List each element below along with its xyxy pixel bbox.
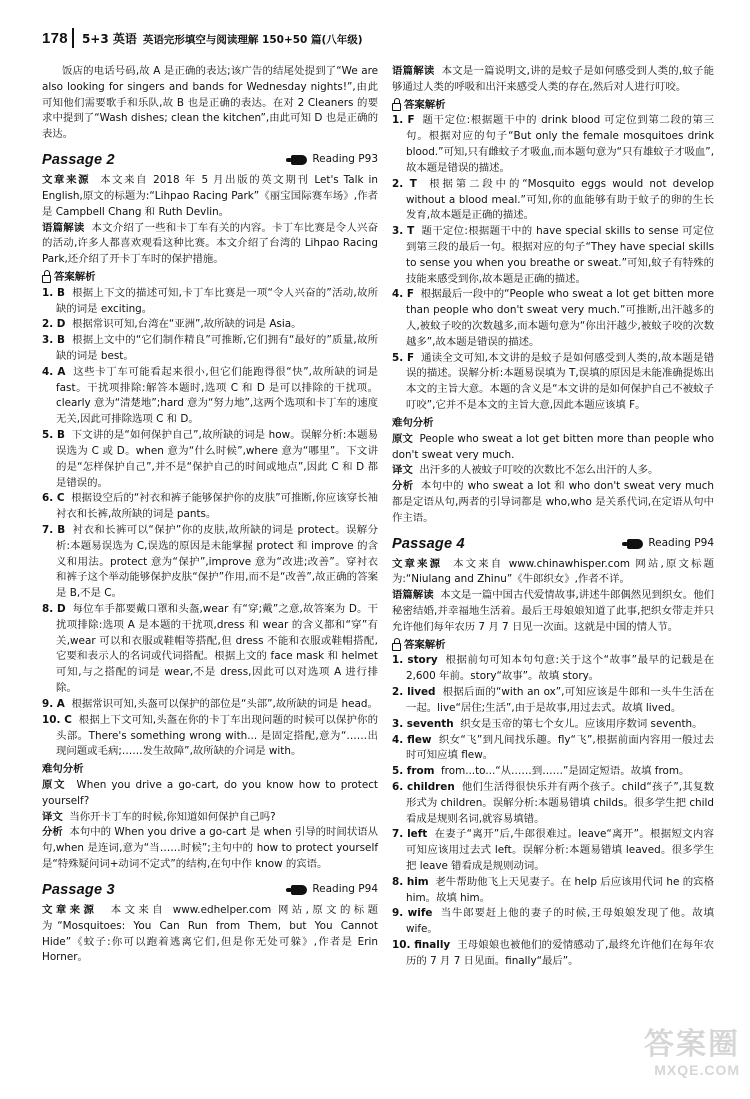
passage-title: Passage 3 xyxy=(42,881,115,898)
left-column xyxy=(42,64,378,966)
watermark-text: 答案圈 xyxy=(644,1028,740,1061)
watermark-url: MXQE.COM xyxy=(654,1062,740,1078)
summary-text: 本文介绍了一些和卡丁车有关的内容。卡丁车比赛是令人兴奋的活动,许多人都喜欢观看这种比赛。本文介绍了台湾的 Lihpao Racing Park,还介绍了开卡丁车时的保护措施。 xyxy=(42,221,379,266)
answer-item: 5. from from...to...“从……到……”是固定短语。故填 from。 xyxy=(392,765,690,778)
analysis: 分析 本句中的 When you drive a go-cart 是 when 引导的时间状语从句,when 是连词,意为“当……时候”;主句中的 how to protect yourself 是“特殊疑问词+动词不定式”的结构,在句中作 know 的宾语。 xyxy=(42,826,379,871)
watermark xyxy=(620,1030,740,1090)
answer-item: 4. A 这些卡丁车可能看起来很小,但它们能跑得很“快”,故所缺的词是 fast。干扰项排除:解答本题时,选项 C 和 D 是可以排除的干扰项。clearly 意为“清楚地”;hard 意为“努力地”,这两个选项和卡丁车的速度无关,因此可排除选项 C 和 D。 xyxy=(42,365,378,426)
answer-item: 3. T 题干定位:根据题干中的 have special skills to sense 可定位到第三段的最后一句。根据对应的句子“They have special skills to sense you when you breathe or sweat.”可知,蚊子有特殊的技能来感受到你,故本题是正确的描述。 xyxy=(392,225,714,285)
answer-list xyxy=(392,653,714,969)
discourse-summary: 语篇解读 本文是一篇中国古代爱情故事,讲述牛郎偶然见到织女。他们秘密结婚,并幸福地生活着。最后王母娘娘知道了此事,把织女带走并只允许他们每年农历 7 月 7 日见一次面。这就是中国的情人节。 xyxy=(392,589,714,633)
reading-page: Reading P94 xyxy=(648,536,714,549)
answers-heading: 答案解析 xyxy=(392,638,714,654)
answer-item: 6. children 他们生活得很快乐并有两个孩子。child“孩子”,其复数形式为 children。误解分析:本题易错填 childs。很多学生把 child 看成是规则名词,就容易填错。 xyxy=(392,780,714,825)
answer-item: 4. flew 织女“飞”到凡间找乐趣。fly“飞”,根据前面内容用一般过去时可知应填 flew。 xyxy=(392,733,714,762)
answer-item: 8. him 老牛帮助他飞上天见妻子。在 help 后应该用代词 he 的宾格 him。故填 him。 xyxy=(392,875,714,904)
answer-item: 1. F 题干定位:根据题干中的 drink blood 可定位到第二段的第三句。根据对应的句子“But only the female mosquitoes drink blood.”可知,只有雌蚊子才吸血,而本题句意为“只有雄蚊子才吸血”,故本题是错误的描述。 xyxy=(392,114,714,174)
answer-item: 1. story 根据前句可知本句句意:关于这个“故事”最早的记载是在 2,600 年前。story“故事”。故填 story。 xyxy=(392,654,715,683)
continued-paragraph: 饭店的电话号码,故 A 是正确的表达;该广告的结尾处提到了“We are also looking for singers and bands for Wednesday nights!”,由此可知他们需要歌手和乐队,故 B 也是正确的表达。在对 2 Cleaners 的要求中提到了“Wash dishes; clean the kitchen”,由此可知 D 也是正确的表达。 xyxy=(42,65,378,141)
answer-item: 10. finally 王母娘娘也被他们的爱情感动了,最终允许他们在每年农历的 7 月 7 日见面。finally“最后”。 xyxy=(392,939,714,967)
passage-title: Passage 4 xyxy=(392,535,465,552)
original-sentence: 原文 People who sweat a lot get bitten more than people who don't sweat very much. xyxy=(392,432,714,461)
difficult-sentence-heading: 难句分析 xyxy=(392,416,434,429)
answer-item: 9. wife 当牛郎要赶上他的妻子的时候,王母娘娘发现了他。故填 wife。 xyxy=(392,907,714,936)
reading-page: Reading P93 xyxy=(312,153,378,166)
article-source xyxy=(42,173,378,220)
answer-item: 6. C 根据设空后的“衬衣和裤子能够保护你的皮肤”可推断,你应该穿长袖衬衣和长裤,故所缺的词是 pants。 xyxy=(42,492,378,521)
passage-4-header xyxy=(392,533,714,555)
answer-item: 2. T 根据第二段中的“Mosquito eggs would not develop without a blood meal.”可知,你的血能够有助于蚊子的卵的生长发育,故本题是正确的描述。 xyxy=(392,177,715,222)
pointing-hand-icon xyxy=(291,885,307,895)
series-name: 5+3 英语 xyxy=(81,32,137,46)
pointing-hand-icon xyxy=(291,155,307,165)
reading-ref xyxy=(627,536,714,552)
right-column xyxy=(392,64,714,970)
answer-item: 7. left 在妻子“离开”后,牛郎很难过。leave“离开”。根据短文内容可知应该用过去式 left。误解分析:本题易错填 leaved。很多学生把 leave 错看成是规则动词。 xyxy=(392,828,714,873)
answer-item: 1. B 根据上下文的描述可知,卡丁车比赛是一项“令人兴奋的”活动,故所缺的词是 exciting。 xyxy=(42,286,378,315)
discourse-summary xyxy=(42,221,378,268)
answer-list xyxy=(392,113,714,413)
passage-2-header xyxy=(42,149,378,171)
answer-item: 3. seventh 织女是玉帝的第七个女儿。应该用序数词 seventh。 xyxy=(392,717,703,730)
difficult-sentence-heading: 难句分析 xyxy=(42,763,84,776)
source-label: 文章来源 xyxy=(42,174,91,187)
summary-label: 语篇解读 xyxy=(42,221,85,234)
answer-item: 2. D 根据常识可知,台湾在“亚洲”,故所缺的词是 Asia。 xyxy=(42,318,302,331)
lock-icon xyxy=(392,103,401,111)
book-title: 英语完形填空与阅读理解 150+50 篇(八年级) xyxy=(142,34,363,46)
discourse-summary: 语篇解读 本文是一篇说明文,讲的是蚊子是如何感受到人类的,蚊子能够通过人类的呼吸和出汗来感受人类的存在,然后对人进行叮咬。 xyxy=(392,65,715,93)
answers-heading: 答案解析 xyxy=(42,270,378,286)
article-source: 文章来源 本文来自 www.edhelper.com 网站,原文的标题为“Mosquitoes: You Can Run from Them, but You Cannot Hide”《蚊子:你可以跑着逃离它们,但是你无处可躲》,作者是 Erin Horner。 xyxy=(42,903,379,964)
reading-ref xyxy=(291,882,378,898)
answer-item: 3. B 根据上文中的“它们制作精良”可推断,它们拥有“最好的”质量,故所缺的词是 best。 xyxy=(42,334,379,363)
translation: 译文 出汗多的人被蚊子叮咬的次数比不怎么出汗的人多。 xyxy=(392,464,659,477)
original-sentence: 原文 When you drive a go-cart, do you know how to protect yourself? xyxy=(42,778,379,807)
answer-item: 9. A 根据常识可知,头盔可以保护的部位是“头部”,故所缺的词是 head。 xyxy=(42,697,378,710)
answer-item: 8. D 每位车手都要戴口罩和头盔,wear 有“穿;戴”之意,故答案为 D。干扰项排除:选项 A 是本题的干扰项,dress 和 wear 的含义都和“穿”有关,wear 可以和衣服或鞋帽等搭配,但 dress 不能和衣服或鞋帽搭配,它要和表示人的名词或代词搭配。根据上文的 face mask 和 helmet 可知,与之搭配的词是 wear,不是 dress,因此可以对选项 A 进行排除。 xyxy=(42,603,378,695)
lock-icon xyxy=(42,275,51,283)
reading-page: Reading P94 xyxy=(312,882,378,895)
passage-3-header xyxy=(42,879,378,901)
page-header xyxy=(42,28,712,50)
answer-item: 7. B 衬衣和长裤可以“保护”你的皮肤,故所缺的词是 protect。误解分析:本题易误选为 C,误选的原因是未能掌握 protect 和 improve 的含义和用法。protect 意为“保护”,improve 意为“改进;改善”。穿衬衣和裤子这个举动能够保护皮肤“保护”作用,而不是“改善”,故正确的答案是 B,不是 C。 xyxy=(42,523,379,600)
answer-item: 4. F 根据最后一段中的“People who sweat a lot get bitten more than people who don't sweat very much.”可推断,出汗越多的人,被蚊子咬的次数越多,而本题句意为“你出汗越少,被蚊子咬的次数越多”,故本题是错误的描述。 xyxy=(392,288,714,348)
page-number: 178 xyxy=(42,30,68,47)
source-text: 本文来自 2018 年 5 月出版的英文期刊 Let's Talk in English,原文的标题为:“Lihpao Racing Park”《丽宝国际赛车场》,作者是 Campbell Chang 和 Ruth Devlin。 xyxy=(42,174,378,218)
lock-icon xyxy=(392,643,401,651)
answer-item: 5. B 下文讲的是“如何保护自己”,故所缺的词是 how。误解分析:本题易误选为 C 或 D。when 意为“什么时候”,where 意为“哪里”。下文讲的是“怎样保护自己”,并不是“保护自己的时间或地点”,因此 C 和 D 都是错误的。 xyxy=(42,429,379,489)
passage-title: Passage 2 xyxy=(42,152,115,169)
answers-heading: 答案解析 xyxy=(392,98,714,114)
answer-item: 5. F 通读全文可知,本文讲的是蚊子是如何感受到人类的,故本题是错误的描述。误解分析:本题易误填为 T,误填的原因是未能准确提炼出本文的主旨大意。本题的含义是“本文讲的是如何保护自己不被蚊子叮咬”,它并不是本文的主旨大意,因此本题应该填 F。 xyxy=(392,351,714,412)
reading-ref xyxy=(291,152,378,168)
translation: 译文 当你开卡丁车的时候,你知道如何保护自己吗? xyxy=(42,810,276,823)
header-divider xyxy=(72,28,74,48)
answer-item: 10. C 根据上下文可知,头盔在你的卡丁车出现问题的时候可以保护你的头部。There's something wrong with... 是固定搭配,意为“……出现问题或毛病;……发生故障”,故所缺的介词是 with。 xyxy=(42,713,378,758)
article-source: 文章来源 本文来自 www.chinawhisper.com 网站,原文标题为:“Niulang and Zhinu”《牛郎织女》,作者不详。 xyxy=(392,557,714,586)
answer-list xyxy=(42,286,378,760)
pointing-hand-icon xyxy=(627,539,643,549)
answer-item: 2. lived 根据后面的“with an ox”,可知应该是牛郎和一头牛生活在一起。live“居住;生活”,由于是故事,用过去式。故填 lived。 xyxy=(392,686,714,714)
analysis: 分析 本句中的 who sweat a lot 和 who don't sweat very much 都是定语从句,两者的引导词都是 who,who 是关系代词,在定语从句中作主语。 xyxy=(392,480,714,524)
